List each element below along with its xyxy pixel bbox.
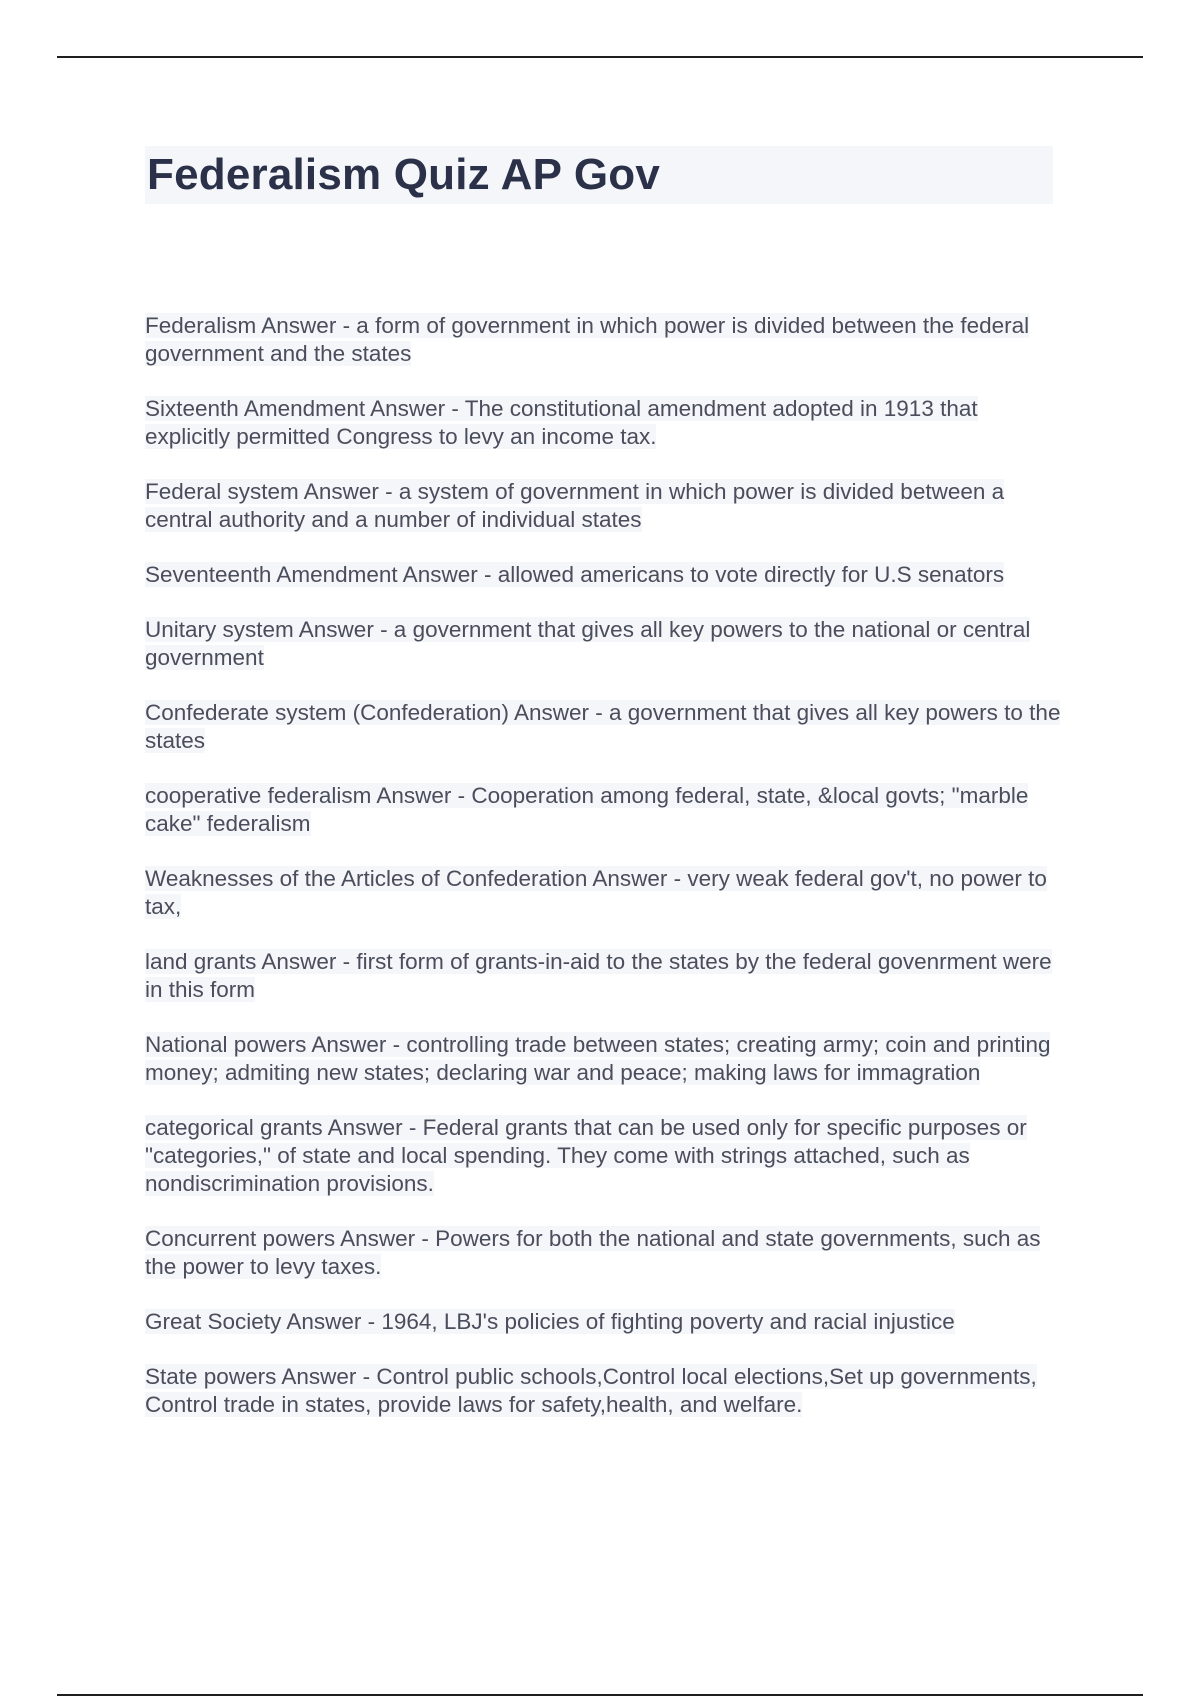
entry-text: Unitary system Answer - a government that gives all key powers to the national or central government [145, 617, 1031, 670]
entry-confederate-system [145, 699, 1065, 755]
entry-text: Seventeenth Amendment Answer - allowed americans to vote directly for U.S senators [145, 562, 1005, 587]
entry-list [145, 312, 1065, 1446]
entry-national-powers [145, 1031, 1065, 1087]
entry-text: categorical grants Answer - Federal grants that can be used only for specific purposes or "categories," of state and local spending. They come with strings attached, such as nondiscrimination provisions. [145, 1115, 1027, 1196]
entry-text: National powers Answer - controlling trade between states; creating army; coin and printing money; admiting new states; declaring war and peace; making laws for immagration [145, 1032, 1051, 1085]
entry-text: Confederate system (Confederation) Answer - a government that gives all key powers to the states [145, 700, 1061, 753]
entry-land-grants [145, 948, 1065, 1004]
entry-text: land grants Answer - first form of grants-in-aid to the states by the federal govenrment were in this form [145, 949, 1052, 1002]
entry-text: Federal system Answer - a system of government in which power is divided between a central authority and a number of individual states [145, 479, 1005, 532]
entry-concurrent-powers [145, 1225, 1065, 1281]
entry-text: cooperative federalism Answer - Cooperation among federal, state, &local govts; "marble cake" federalism [145, 783, 1029, 836]
entry-cooperative-federalism [145, 782, 1065, 838]
entry-articles-weaknesses [145, 865, 1065, 921]
title-block [145, 146, 1053, 204]
entry-text: Concurrent powers Answer - Powers for both the national and state governments, such as the power to levy taxes. [145, 1226, 1041, 1279]
entry-unitary-system [145, 616, 1065, 672]
entry-categorical-grants [145, 1114, 1065, 1198]
bottom-rule [57, 1694, 1143, 1696]
entry-great-society [145, 1308, 1065, 1336]
entry-seventeenth-amendment [145, 561, 1065, 589]
top-rule [57, 56, 1143, 58]
entry-federal-system [145, 478, 1065, 534]
entry-text: Sixteenth Amendment Answer - The constitutional amendment adopted in 1913 that explicitly permitted Congress to levy an income tax. [145, 396, 978, 449]
entry-text: Great Society Answer - 1964, LBJ's policies of fighting poverty and racial injustice [145, 1309, 955, 1334]
entry-text: State powers Answer - Control public schools,Control local elections,Set up governments, Control trade in states, provide laws for safety,health, and welfare. [145, 1364, 1037, 1417]
entry-state-powers [145, 1363, 1065, 1419]
entry-text: Weaknesses of the Articles of Confederation Answer - very weak federal gov't, no power to tax, [145, 866, 1047, 919]
entry-sixteenth-amendment [145, 395, 1065, 451]
entry-text: Federalism Answer - a form of government in which power is divided between the federal government and the states [145, 313, 1030, 366]
page-title: Federalism Quiz AP Gov [147, 150, 660, 199]
entry-federalism [145, 312, 1065, 368]
